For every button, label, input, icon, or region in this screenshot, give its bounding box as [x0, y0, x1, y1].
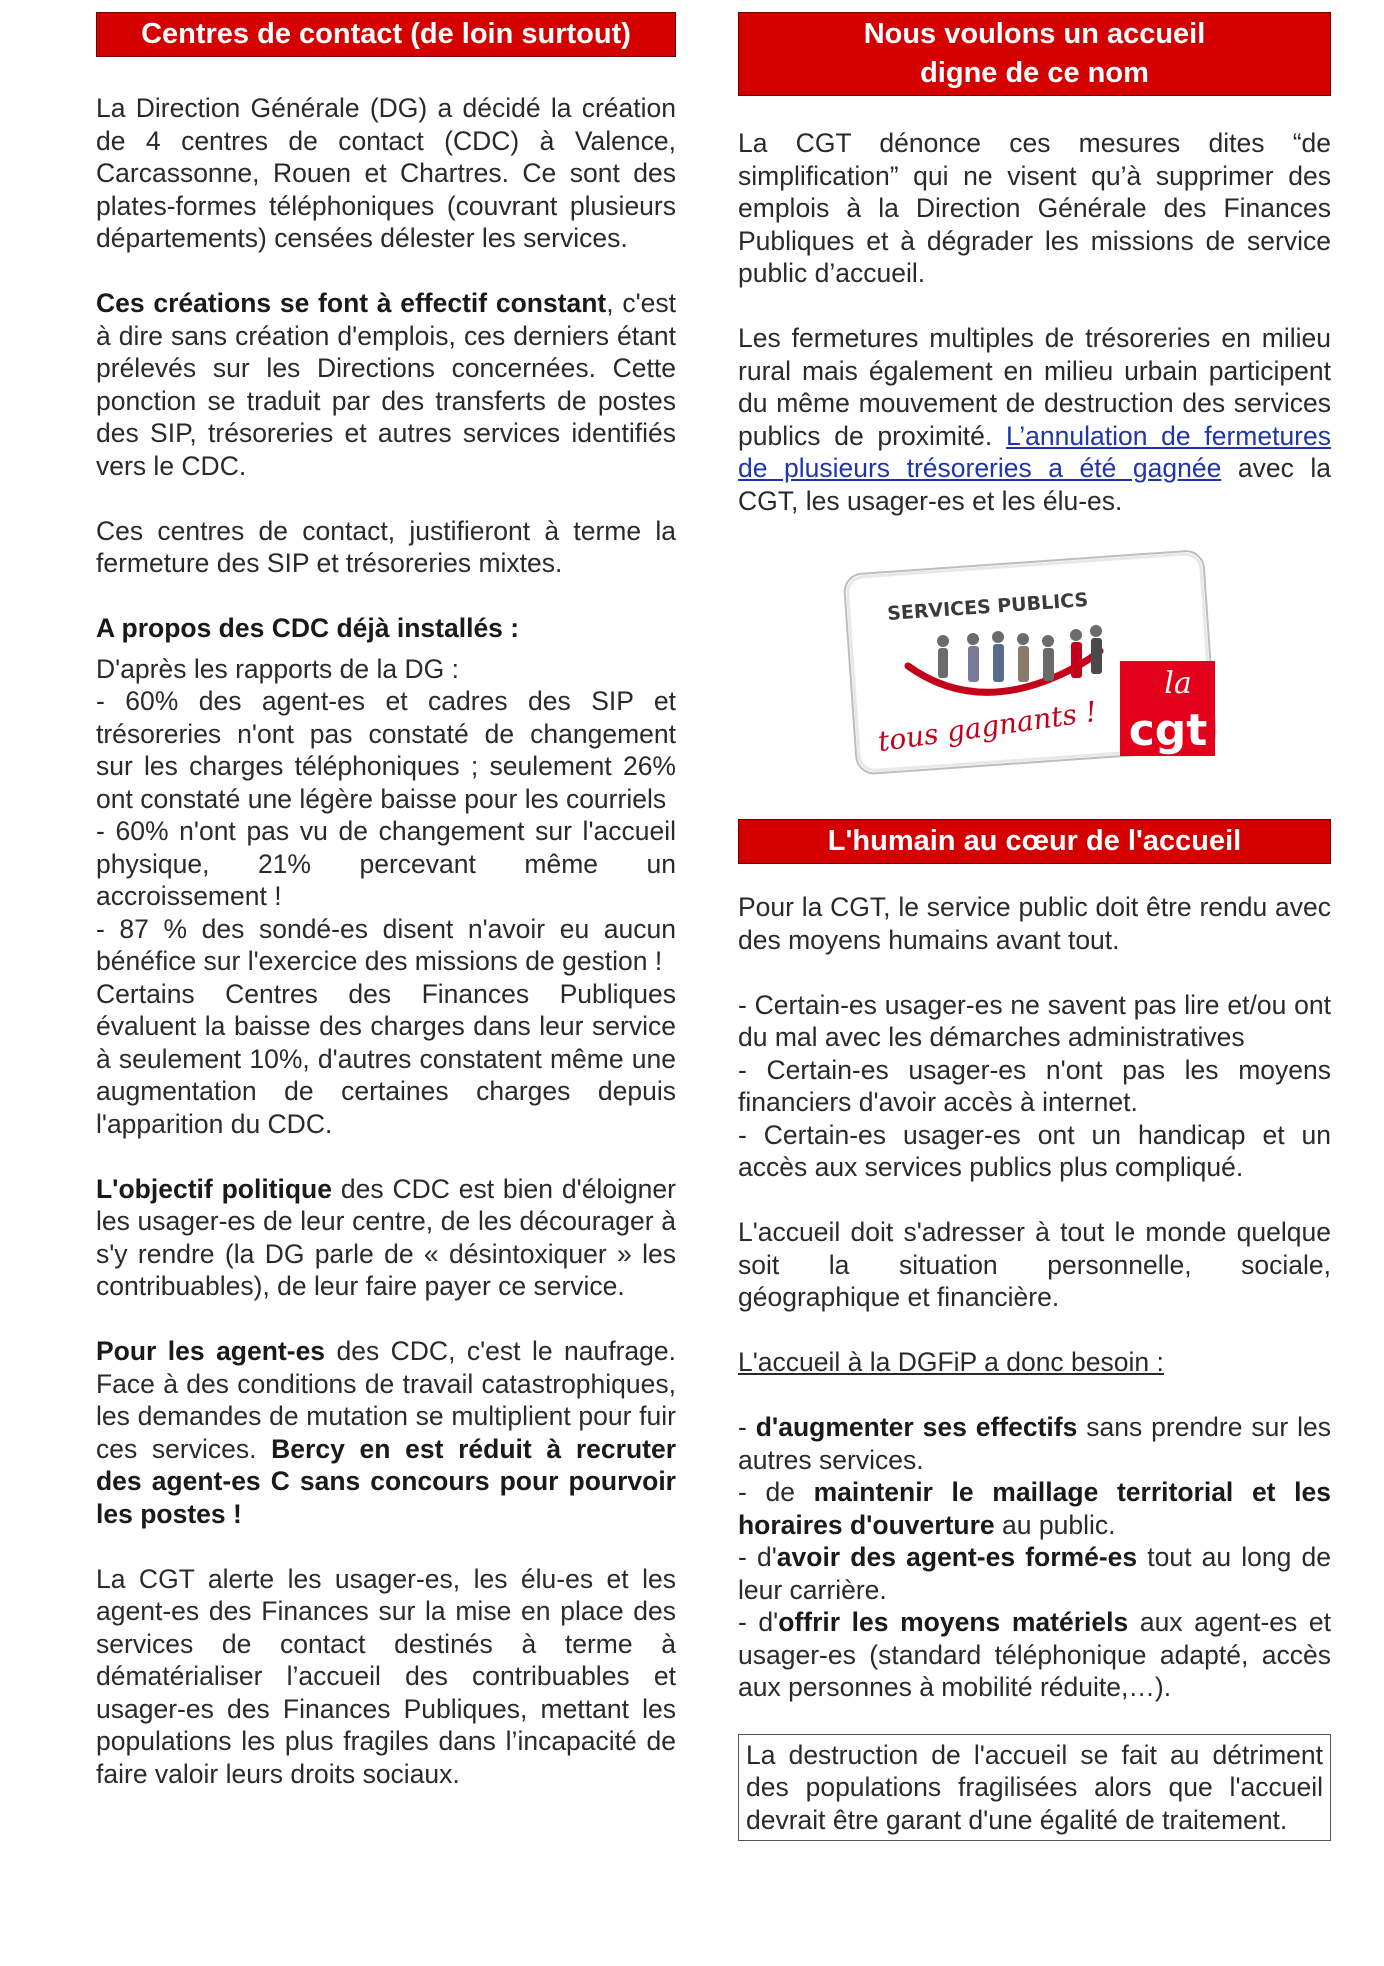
- paragraph-human-means: Pour la CGT, le service public doit être rendu avec des moyens humains avant tout.: [738, 892, 1331, 955]
- heading-contact-centers-text: Centres de contact (de loin surtout): [141, 18, 631, 50]
- political-objective-text: des CDC est bien d'éloigner les usager-es de leur centre, de les décourager à s'y rendre (la DG parle de « désintoxiquer » les contribuables), de leur faire payer ce service.: [96, 1173, 676, 1301]
- paragraph-political-objective: [96, 1173, 676, 1303]
- need-1-text: sans prendre sur les autres services.: [738, 1412, 1331, 1475]
- heading-human-at-heart-text: L'humain au cœur de l'accueil: [827, 825, 1242, 857]
- conclusion-text: La destruction de l'accueil se fait au détriment des populations fragilisées alors que l'accueil devrait être garant d'une égalité de traitement.: [746, 1739, 1323, 1835]
- logo-brand-small: la: [1164, 666, 1192, 701]
- need-3-bold: avoir des agent-es formé-es: [776, 1542, 1138, 1572]
- left-column: [96, 0, 676, 1790]
- closures-end-text: avec la CGT, les usager-es et les élu-es.: [738, 453, 1331, 516]
- user-difficulty-2: - Certain-es usager-es n'ont pas les moyens financiers d'avoir accès à internet.: [738, 1054, 1331, 1117]
- constant-staff-text: , c'est à dire sans création d'emplois, ces derniers étant prélevés sur les Directions concernées. Cette ponction se traduit par des transferts de postes des SIP, trésoreries et autres services identifiés vers le CDC.: [96, 288, 677, 481]
- need-item-1: [738, 1411, 1331, 1476]
- need-item-2: [738, 1476, 1331, 1541]
- need-1-prefix: -: [738, 1412, 756, 1442]
- logo-brand: cgt: [1128, 705, 1208, 756]
- report-item-2: - 60% n'ont pas vu de changement sur l'accueil physique, 21% percevant même un accroissement !: [96, 816, 676, 911]
- report-item-3: - 87 % des sondé-es disent n'avoir eu aucun bénéfice sur l'exercice des missions de gestion !: [96, 913, 676, 976]
- closures-cancelled-link[interactable]: L’annulation de fermetures de plusieurs trésoreries a été gagnée: [738, 420, 1331, 483]
- constant-staff-bold: Ces créations se font à effectif constant: [96, 288, 607, 318]
- paragraph-welcome-everyone: L'accueil doit s'adresser à tout le monde quelque soit la situation personnelle, sociale, géographique et financière.: [738, 1217, 1331, 1312]
- paragraph-closures: [738, 322, 1331, 517]
- paragraph-agents: [96, 1335, 676, 1530]
- services-publics-cgt-logo: [838, 531, 1258, 791]
- agents-bold-conclusion: Bercy en est réduit à recruter des agent-es C sans concours pour pourvoir les postes !: [96, 1433, 677, 1529]
- user-difficulty-3: - Certain-es usager-es ont un handicap et un accès aux services publics plus compliqué.: [738, 1119, 1331, 1182]
- paragraph-intro: La Direction Générale (DG) a décidé la création de 4 centres de contact (CDC) à Valence, Carcassonne, Rouen et Chartres. Ce sont des plates-formes téléphoniques (couvrant plusieurs départements) censées délester les services.: [96, 93, 676, 253]
- need-4-bold: offrir les moyens matériels: [778, 1607, 1129, 1637]
- heading-decent-welcome-line1: Nous voulons un accueil: [863, 18, 1206, 50]
- agents-bold: Pour les agent-es: [96, 1336, 326, 1366]
- report-intro: D'après les rapports de la DG :: [96, 653, 459, 684]
- closures-text: Les fermetures multiples de trésoreries en milieu rural mais également en milieu urbain participent du même mouvement de destruction des services publics de proximité.: [738, 323, 1331, 451]
- need-item-4: [738, 1606, 1331, 1704]
- need-2-bold: maintenir le maillage territorial et les horaires d'ouverture: [738, 1477, 1331, 1540]
- dgfip-needs-text: L'accueil à la DGFiP a donc besoin :: [738, 1347, 1164, 1377]
- report-item-4: Certains Centres des Finances Publiques évaluent la baisse des charges dans leur service à seulement 10%, d'autres constatent même une augmentation de certaines charges depuis l'apparition du CDC.: [96, 978, 676, 1139]
- need-2-text: au public.: [994, 1509, 1116, 1540]
- heading-human-at-heart: [738, 819, 1331, 864]
- need-4-text: aux agent-es et usager-es (standard téléphonique adapté, accès aux personnes à mobilité réduite,…).: [738, 1607, 1331, 1702]
- heading-decent-welcome: [738, 12, 1331, 96]
- subheading-dgfip-needs: [738, 1346, 1331, 1379]
- need-3-prefix: - d': [738, 1542, 777, 1572]
- heading-decent-welcome-line2: digne de ce nom: [920, 57, 1149, 89]
- agents-text: des CDC, c'est le naufrage. Face à des conditions de travail catastrophiques, les demandes de mutation se multiplient pour fuir ces services.: [96, 1336, 677, 1464]
- report-item-1: - 60% des agent-es et cadres des SIP et trésoreries n'ont pas constaté de changement sur les charges téléphoniques ; seulement 26% ont constaté une légère baisse pour les courriels: [96, 686, 676, 814]
- right-column: [738, 0, 1331, 1841]
- political-objective-bold: L'objectif politique: [96, 1173, 332, 1204]
- need-item-3: [738, 1541, 1331, 1606]
- subheading-installed-cdc-text: A propos des CDC déjà installés :: [96, 613, 520, 643]
- heading-contact-centers: [96, 12, 676, 57]
- need-2-prefix: - de: [738, 1477, 814, 1507]
- paragraph-closure: Ces centres de contact, justifieront à terme la fermeture des SIP et trésoreries mixtes.: [96, 515, 676, 578]
- paragraph-constant-staff: [96, 287, 676, 482]
- paragraph-cgt-denounces: La CGT dénonce ces mesures dites “de simplification” qui ne visent qu’à supprimer des emplois à la Direction Générale des Finances Publiques et à dégrader les missions de service public d’accueil.: [738, 128, 1331, 288]
- subheading-installed-cdc: [96, 612, 676, 645]
- conclusion-box: [738, 1734, 1331, 1842]
- logo-title: SERVICES PUBLICS: [886, 589, 1089, 626]
- user-difficulty-1: - Certain-es usager-es ne savent pas lire et/ou ont du mal avec les démarches administratives: [738, 989, 1331, 1052]
- need-4-prefix: - d': [738, 1607, 779, 1637]
- need-3-text: tout au long de leur carrière.: [738, 1542, 1331, 1605]
- need-1-bold: d'augmenter ses effectifs: [755, 1412, 1078, 1442]
- paragraph-cgt-alert: La CGT alerte les usager-es, les élu-es et les agent-es des Finances sur la mise en place des services de contact destinés à terme à dématérialiser l’accueil des contribuables et usager-es des Finances Publiques, mettant les populations les plus fragiles dans l’incapacité de faire valoir leurs droits sociaux.: [96, 1563, 676, 1789]
- logo-slogan: tous gagnants !: [875, 694, 1099, 759]
- logo-graphic: [838, 531, 1258, 791]
